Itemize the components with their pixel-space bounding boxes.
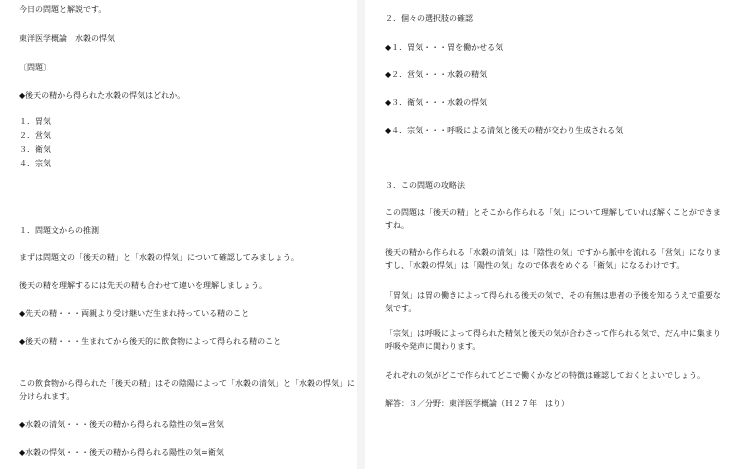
option-1: １．胃気 xyxy=(19,117,51,126)
section1-title: １．問題文からの推測 xyxy=(19,226,99,235)
strategy-paragraph-4: 「宗気」は呼吸によって得られた精気と後天の気が合わさって作られる気で、だん中に集まり呼吸や発声に関わります。 xyxy=(385,329,721,351)
intro-text: 今日の問題と解説です。 xyxy=(19,5,107,14)
section1-paragraph-2: 後天の精を理解するには先天の精も合わせて違いを理解しましょう。 xyxy=(19,281,267,290)
answer-line: 解答：３／分野：東洋医学概論（Ｈ２７年 はり） xyxy=(385,399,569,408)
question-text: ◆後天の精から得られた水穀の悍気はどれか。 xyxy=(19,91,186,100)
section1-paragraph-1: まずは問題文の「後天の精」と「水穀の悍気」について確認してみましょう。 xyxy=(19,253,299,262)
strategy-paragraph-5: それぞれの気がどこで作られてどこで働くかなどの特徴は確認しておくとよいでしょう。 xyxy=(385,371,705,380)
choice-1: ◆１．胃気・・・胃を働かせる気 xyxy=(385,43,504,52)
section3-title: ３．この問題の攻略法 xyxy=(385,181,465,190)
subject-title: 東洋医学概論 水穀の悍気 xyxy=(19,34,115,43)
strategy-paragraph-1: この問題は「後天の精」とそこから作られる「気」について理解していれば解くことができますね。 xyxy=(385,208,721,230)
page-gutter xyxy=(357,0,365,469)
bullet-kanki: ◆水穀の悍気・・・後天の精から得られる陽性の気=衛気 xyxy=(19,448,224,457)
strategy-paragraph-3: 「胃気」は胃の働きによって得られる後天の気で、その有無は患者の予後を知るうえで重要な気です。 xyxy=(385,291,721,313)
bullet-seiki: ◆水穀の清気・・・後天の精から得られる陰性の気=営気 xyxy=(19,420,224,429)
strategy-paragraph-2: 後天の精から作られる「水穀の清気」は「陰性の気」ですから脈中を流れる「営気」になりますし、「水穀の悍気」は「陽性の気」なので体表をめぐる「衛気」になるわけです。 xyxy=(385,248,721,270)
section2-title: ２．個々の選択肢の確認 xyxy=(385,14,473,23)
section1-paragraph-3: この飲食物から得られた「後天の精」はその陰陽によって「水穀の清気」と「水穀の悍気」に分けられます。 xyxy=(19,379,355,401)
choice-3: ◆３．衛気・・・水穀の悍気 xyxy=(385,98,488,107)
bullet-koutennoseki: ◆後天の精・・・生まれてから後天的に飲食物によって得られる精のこと xyxy=(19,337,282,346)
bullet-sentennoseki: ◆先天の精・・・両親より受け継いだ生まれ持っている精のこと xyxy=(19,309,250,318)
option-3: ３．衛気 xyxy=(19,145,51,154)
right-page xyxy=(365,0,731,469)
option-4: ４．宗気 xyxy=(19,159,51,168)
left-page xyxy=(0,0,357,469)
choice-2: ◆２．営気・・・水穀の精気 xyxy=(385,70,488,79)
option-2: ２．営気 xyxy=(19,131,51,140)
question-header: 〔問題〕 xyxy=(19,63,51,72)
choice-4: ◆４．宗気・・・呼吸による清気と後天の精が交わり生成される気 xyxy=(385,126,624,135)
